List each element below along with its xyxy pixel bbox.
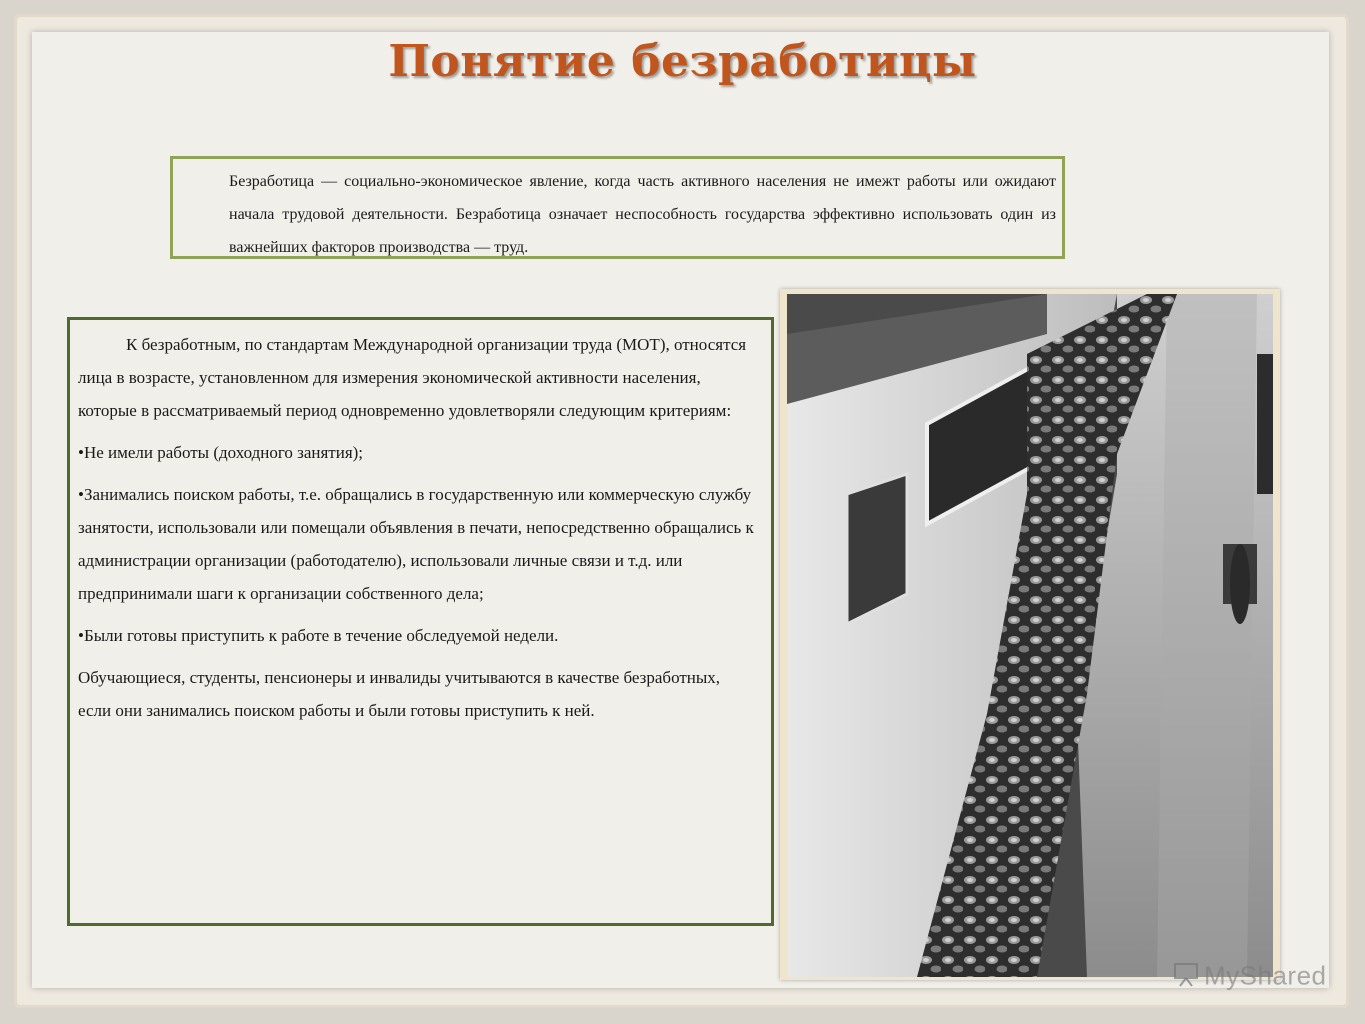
criteria-item: •Не имели работы (доходного занятия);: [78, 443, 364, 462]
watermark-text: MyShared: [1204, 960, 1327, 991]
criteria-intro: К безработным, по стандартам Международной организации труда (МОТ), относятся лица в возрасте, установленном для измерения экономической активности населения, которые в рассматриваемый период одновременно удовлетворяли следующим критериям:: [78, 335, 747, 420]
slide-title: Понятие безработицы: [388, 36, 977, 87]
photo-frame: [780, 289, 1280, 980]
criteria-text: [78, 328, 757, 736]
criteria-item: •Были готовы приступить к работе в течение обследуемой недели.: [78, 626, 559, 645]
definition-box: [170, 156, 1065, 259]
breadline-photo-icon: [787, 294, 1273, 977]
criteria-note: Обучающиеся, студенты, пенсионеры и инвалиды учитываются в качестве безработных, если они занимались поиском работы и были готовы приступить к ней.: [78, 668, 721, 720]
presentation-icon: [1172, 960, 1200, 995]
definition-text: Безработица — социально-экономическое явление, когда часть активного населения не имежт работы или ожидают начала трудовой деятельности. Безработица означает неспособность государства эффективно использовать один из важнейших факторов производства — труд.: [229, 173, 1056, 256]
watermark: [1172, 960, 1327, 995]
criteria-box: [67, 317, 774, 926]
criteria-item: •Занимались поиском работы, т.е. обращались в государственную или коммерческую службу занятости, использовали или помещали объявления в печати, непосредственно обращались к администрации организации (работодателю), использовали личные связи и т.д. или предпринимали шаги к организации собственного дела;: [78, 485, 754, 603]
